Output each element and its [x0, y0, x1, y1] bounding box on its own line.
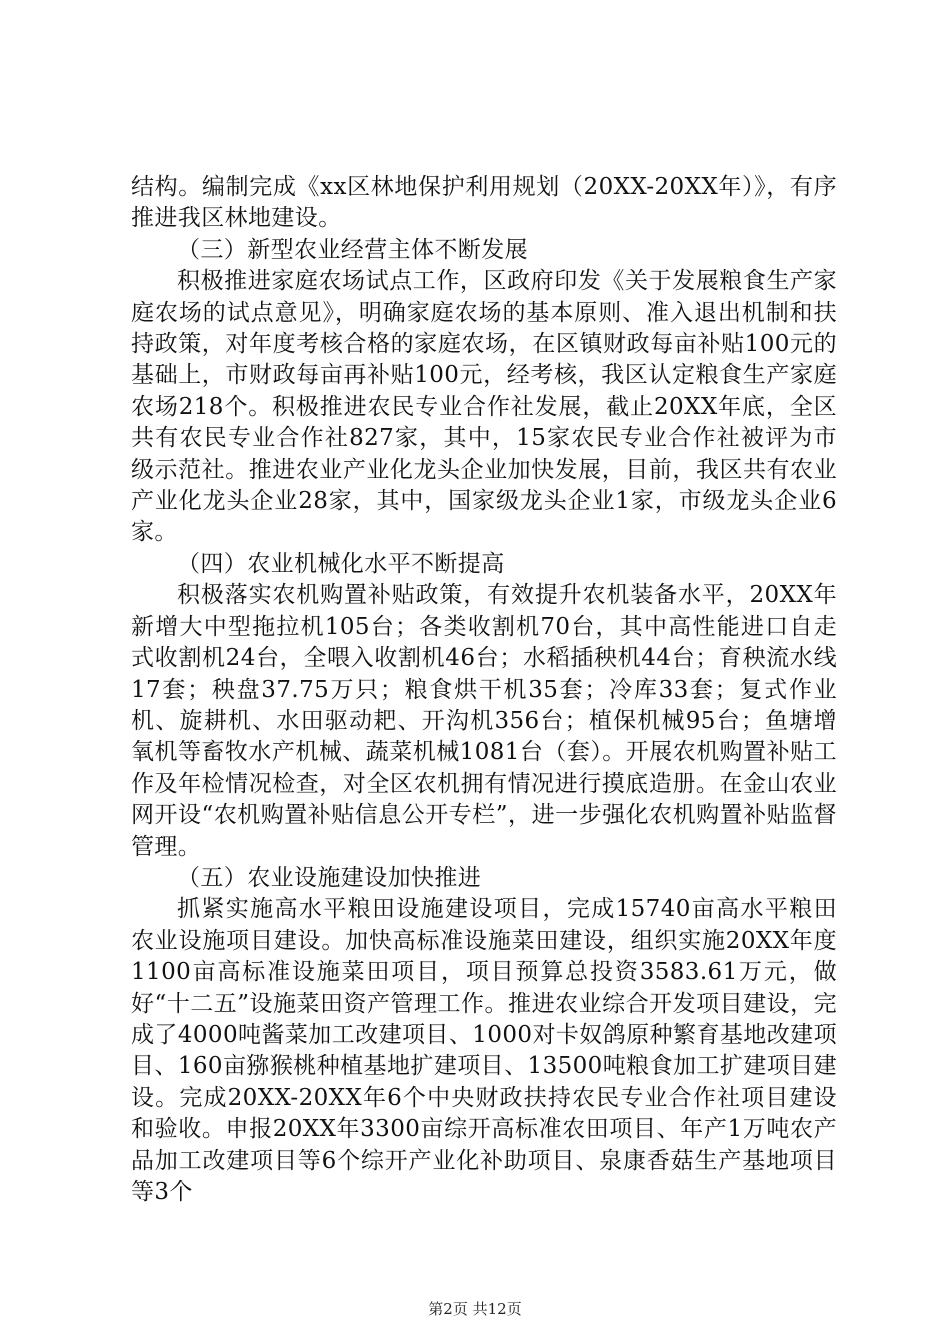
section-heading-4: （四）农业机械化水平不断提高	[177, 550, 505, 577]
paragraph-facilities: 抓紧实施高水平粮田设施建设项目，完成15740亩高水平粮田农业设施项目建设。加快高标准设施菜田建设，组织实施20XX年度1100亩高标准设施菜田项目，项目预算总投资3583.61万元，做好“十二五”设施菜田资产管理工作。推进农业综合开发项目建设，完成了4000吨酱菜加工改建项目、1000对卡奴鸽原种繁育基地改建项目、160亩猕猴桃种植基地扩建项目、13500吨粮食加工扩建项目建设。完成20XX-20XX年6个中央财政扶持农民专业合作社项目建设和验收。申报20XX年3300亩综开高标准农田项目、年产1万吨农产品加工改建项目等6个综开产业化补助项目、泉康香菇生产基地项目等3个	[131, 896, 837, 1205]
paragraph-family-farms: 积极推进家庭农场试点工作，区政府印发《关于发展粮食生产家庭农场的试点意见》，明确家庭农场的基本原则、准入退出机制和扶持政策，对年度考核合格的家庭农场，在区镇财政每亩补贴100元的基础上，市财政每亩再补贴100元，经考核，我区认定粮食生产家庭农场218个。积极推进农民专业合作社发展，截止20XX年底，全区共有农民专业合作社827家，其中，15家农民专业合作社被评为市级示范社。推进农业产业化龙头企业加快发展，目前，我区共有农业产业化龙头企业28家，其中，国家级龙头企业1家，市级龙头企业6家。	[131, 268, 837, 546]
paragraph-mechanization: 积极落实农机购置补贴政策，有效提升农机装备水平，20XX年新增大中型拖拉机105台；各类收割机70台，其中高性能进口自走式收割机24台，全喂入收割机46台；水稻插秧机44台；育秧流水线17套；秧盘37.75万只；粮食烘干机35套；冷库33套；复式作业机、旋耕机、水田驱动耙、开沟机356台；植保机械95台；鱼塘增氧机等畜牧水产机械、蔬菜机械1081台（套）。开展农机购置补贴工作及年检情况检查，对全区农机拥有情况进行摸底造册。在金山农业网开设“农机购置补贴信息公开专栏”，进一步强化农机购置补贴监督管理。	[131, 582, 837, 860]
paragraph-continuation: 结构。编制完成《xx区林地保护利用规划（20XX-20XX年）》，有序推进我区林地建设。	[131, 174, 837, 232]
section-heading-3: （三）新型农业经营主体不断发展	[177, 236, 528, 263]
body-text	[131, 172, 837, 1208]
page-number-footer: 第2页 共12页	[428, 1300, 522, 1318]
section-heading-5: （五）农业设施建设加快推进	[177, 864, 482, 891]
